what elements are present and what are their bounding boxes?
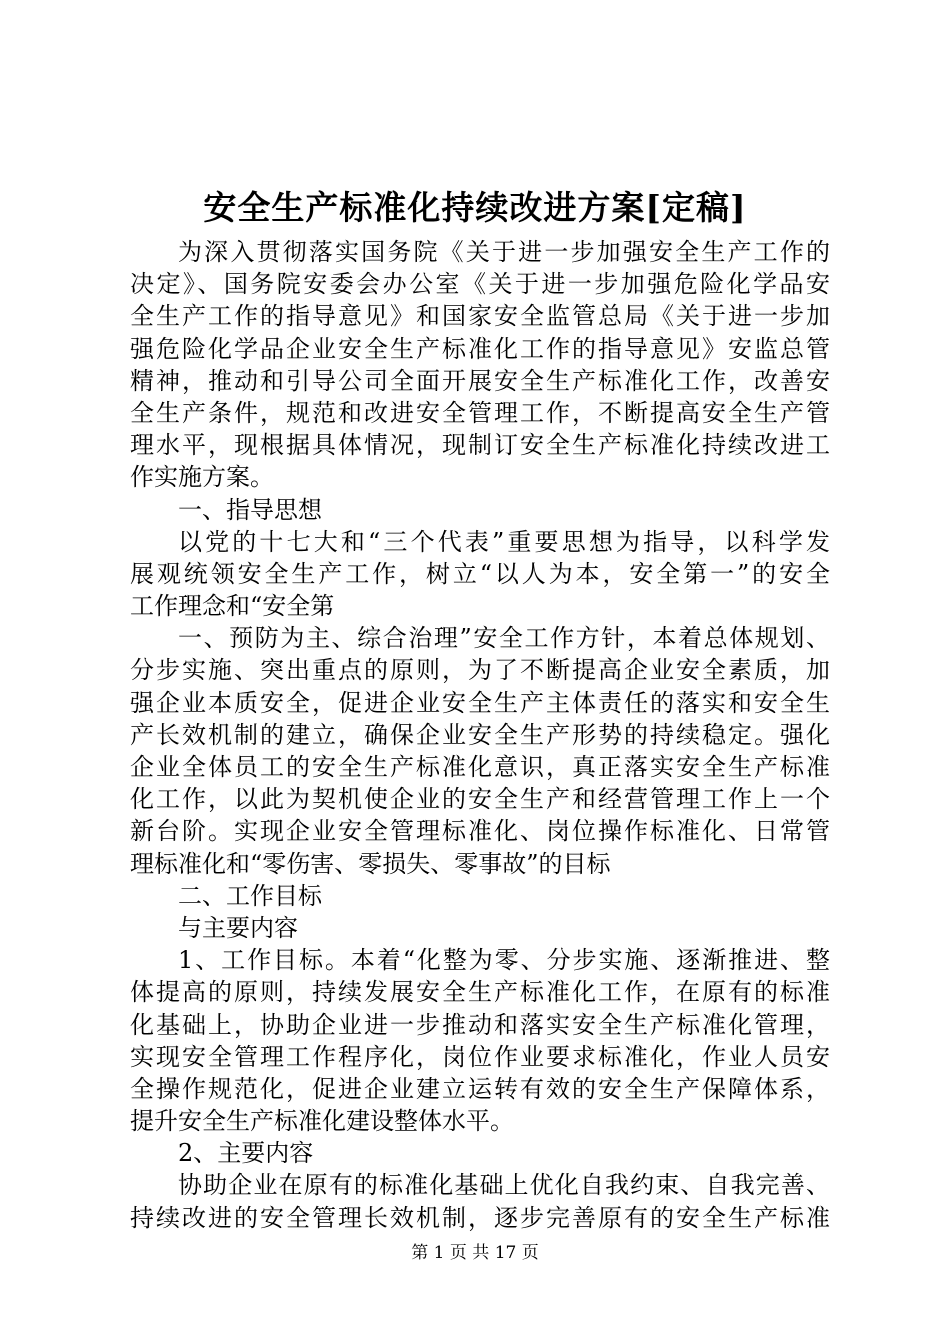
body-line: 分步实施、突出重点的原则，为了不断提高企业安全素质，加 xyxy=(130,656,830,685)
body-line: 新台阶。实现企业安全管理标准化、岗位操作标准化、日常管 xyxy=(130,817,830,846)
body-line: 化工作，以此为契机使企业的安全生产和经营管理工作上一个 xyxy=(130,785,830,814)
body-line: 一、预防为主、综合治理”安全工作方针，本着总体规划、 xyxy=(178,624,830,653)
body-line: 理标准化和“零伤害、零损失、零事故”的目标 xyxy=(130,849,611,878)
body-line: 持续改进的安全管理长效机制，逐步完善原有的安全生产标准 xyxy=(130,1203,830,1232)
body-line: 与主要内容 xyxy=(178,913,298,942)
body-line: 全生产工作的指导意见》和国家安全监管总局《关于进一步加 xyxy=(130,302,830,331)
body-line: 决定》、国务院安委会办公室《关于进一步加强危险化学品安 xyxy=(130,270,830,299)
body-line: 二、工作目标 xyxy=(178,881,322,910)
body-line: 全生产条件，规范和改进安全管理工作，不断提高安全生产管 xyxy=(130,398,830,427)
body-line: 2、主要内容 xyxy=(178,1139,314,1168)
body-line: 企业全体员工的安全生产标准化意识，真正落实安全生产标准 xyxy=(130,753,830,781)
body-line: 提升安全生产标准化建设整体水平。 xyxy=(130,1107,514,1136)
body-line: 全操作规范化，促进企业建立运转有效的安全生产保障体系， xyxy=(130,1074,830,1103)
body-line: 一、指导思想 xyxy=(178,495,322,524)
body-line: 产长效机制的建立，确保企业安全生产形势的持续稳定。强化 xyxy=(130,720,830,749)
body-line: 展观统领安全生产工作，树立“以人为本，安全第一”的安全 xyxy=(130,559,830,588)
body-line: 作实施方案。 xyxy=(130,463,274,492)
body-line: 为深入贯彻落实国务院《关于进一步加强安全生产工作的 xyxy=(178,238,830,266)
body-line: 精神，推动和引导公司全面开展安全生产标准化工作，改善安 xyxy=(130,366,830,395)
body-line: 工作理念和“安全第 xyxy=(130,592,335,621)
document-body xyxy=(130,236,830,1234)
body-line: 体提高的原则，持续发展安全生产标准化工作，在原有的标准 xyxy=(130,978,830,1007)
page-footer: 第 1 页 共 17 页 xyxy=(411,1243,539,1263)
body-line: 理水平，现根据具体情况，现制订安全生产标准化持续改进工 xyxy=(130,431,830,460)
body-line: 1、工作目标。本着“化整为零、分步实施、逐渐推进、整 xyxy=(178,946,830,975)
body-line: 化基础上，协助企业进一步推动和落实安全生产标准化管理， xyxy=(130,1010,830,1039)
body-line: 强危险化学品企业安全生产标准化工作的指导意见》安监总管 xyxy=(130,334,830,363)
document-title: 安全生产标准化持续改进方案[定稿] xyxy=(203,188,747,227)
body-line: 强企业本质安全，促进企业安全生产主体责任的落实和安全生 xyxy=(130,688,830,717)
body-line: 以党的十七大和“三个代表”重要思想为指导，以科学发 xyxy=(178,527,830,556)
body-line: 协助企业在原有的标准化基础上优化自我约束、自我完善、 xyxy=(178,1171,830,1200)
body-line: 实现安全管理工作程序化，岗位作业要求标准化，作业人员安 xyxy=(130,1042,830,1071)
